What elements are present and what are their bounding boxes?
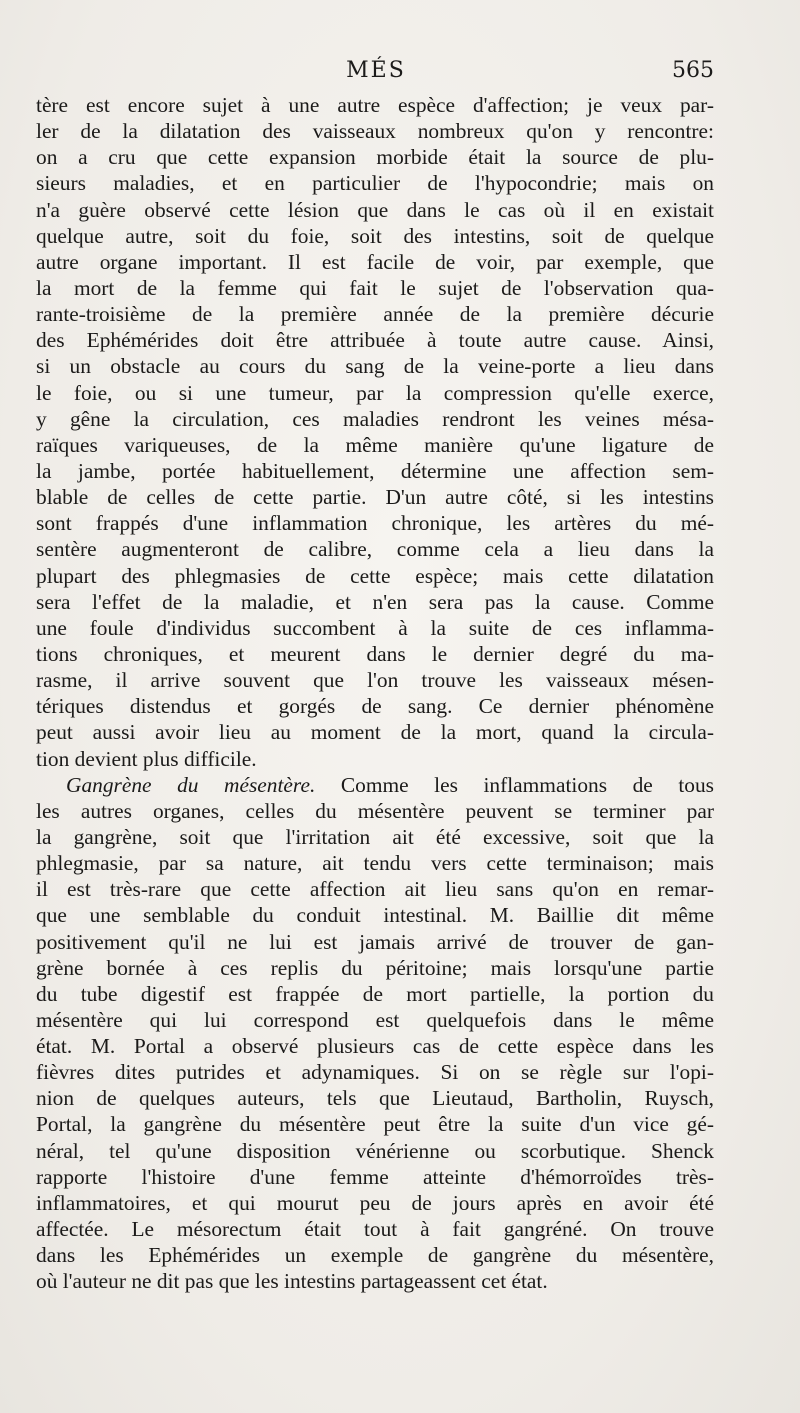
text-line: affectée. Le mésorectum était tout à fait gangréné. On trouve	[36, 1217, 714, 1242]
text-line: rante-troisième de la première année de la première décurie	[36, 302, 714, 327]
text-line: rapporte l'histoire d'une femme atteinte d'hémorroïdes très-	[36, 1164, 714, 1189]
text-line	[36, 772, 714, 798]
text-line: sieurs maladies, et en particulier de l'hypocondrie; mais on	[36, 171, 714, 196]
paragraph-dilatation	[36, 92, 714, 772]
heading-continuation: Comme les inflammations de tous	[340, 772, 714, 797]
text-line: tériques distendus et gorgés de sang. Ce dernier phénomène	[36, 694, 714, 719]
text-line: le foie, ou si une tumeur, par la compression qu'elle exerce,	[36, 380, 714, 405]
text-line: ler de la dilatation des vaisseaux nombreux qu'on y rencontre:	[36, 119, 714, 144]
text-line: tère est encore sujet à une autre espèce d'affection; je veux par-	[36, 93, 714, 117]
text-line: mésentère qui lui correspond est quelquefois dans le même	[36, 1007, 714, 1032]
text-line: fièvres dites putrides et adynamiques. Si on se règle sur l'opi-	[36, 1060, 714, 1085]
paragraph-gangrene	[36, 772, 714, 1295]
text-line: blable de celles de cette partie. D'un autre côté, si les intestins	[36, 485, 714, 510]
text-line: n'a guère observé cette lésion que dans le cas où il en existait	[36, 197, 714, 222]
page-body	[36, 92, 714, 1294]
text-line: la mort de la femme qui fait le sujet de l'observation qua-	[36, 275, 714, 300]
running-header	[38, 58, 714, 92]
text-line: les autres organes, celles du mésentère peuvent se terminer par	[36, 798, 714, 823]
text-line: sera l'effet de la maladie, et n'en sera pas la cause. Comme	[36, 589, 714, 614]
text-line: tions chroniques, et meurent dans le dernier degré du ma-	[36, 641, 714, 666]
text-line: positivement qu'il ne lui est jamais arrivé de trouver de gan-	[36, 929, 714, 954]
text-line: raïques variqueuses, de la même manière qu'une ligature de	[36, 432, 714, 457]
text-line: nion de quelques auteurs, tels que Lieutaud, Bartholin, Ruysch,	[36, 1086, 714, 1111]
text-line: peut aussi avoir lieu au moment de la mort, quand la circula-	[36, 720, 714, 745]
text-line: des Ephémérides doit être attribuée à toute autre cause. Ainsi,	[36, 328, 714, 353]
text-line: état. M. Portal a observé plusieurs cas de cette espèce dans les	[36, 1034, 714, 1059]
text-line: autre organe important. Il est facile de voir, par exemple, que	[36, 249, 714, 274]
text-line: il est très-rare que cette affection ait lieu sans qu'on en remar-	[36, 877, 714, 902]
text-line: une foule d'individus succombent à la suite de ces inflamma-	[36, 615, 714, 640]
text-line: la jambe, portée habituellement, détermine une affection sem-	[36, 458, 714, 483]
text-line: rasme, il arrive souvent que l'on trouve les vaisseaux mésen-	[36, 668, 714, 693]
text-line: si un obstacle au cours du sang de la veine-porte a lieu dans	[36, 354, 714, 379]
page-number: 565	[672, 58, 714, 83]
text-line: néral, tel qu'une disposition vénérienne ou scorbutique. Shenck	[36, 1138, 714, 1163]
text-line: quelque autre, soit du foie, soit des intestins, soit de quelque	[36, 223, 714, 248]
text-line: phlegmasie, par sa nature, ait tendu vers cette terminaison; mais	[36, 851, 714, 876]
text-line: tion devient plus difficile.	[36, 746, 257, 771]
text-line: y gêne la circulation, ces maladies rendront les veines mésa-	[36, 406, 714, 431]
text-line: sont frappés d'une inflammation chronique, les artères du mé-	[36, 511, 714, 536]
text-line: du tube digestif est frappée de mort partielle, la portion du	[36, 981, 714, 1006]
text-line: on a cru que cette expansion morbide était la source de plu-	[36, 145, 714, 170]
section-heading: Gangrène du mésentère.	[66, 772, 316, 797]
text-line: inflammatoires, et qui mourut peu de jours après en avoir été	[36, 1190, 714, 1215]
text-line: que une semblable du conduit intestinal. M. Baillie dit même	[36, 903, 714, 928]
text-line: la gangrène, soit que l'irritation ait été excessive, soit que la	[36, 824, 714, 849]
text-line: grène bornée à ces replis du péritoine; mais lorsqu'une partie	[36, 955, 714, 980]
running-title: MÉS	[346, 58, 406, 83]
text-line: dans les Ephémérides un exemple de gangrène du mésentère,	[36, 1243, 714, 1268]
text-line: sentère augmenteront de calibre, comme cela a lieu dans la	[36, 537, 714, 562]
text-line: Portal, la gangrène du mésentère peut être la suite d'un vice gé-	[36, 1112, 714, 1137]
text-line: plupart des phlegmasies de cette espèce; mais cette dilatation	[36, 563, 714, 588]
text-line: où l'auteur ne dit pas que les intestins partageassent cet état.	[36, 1269, 548, 1294]
